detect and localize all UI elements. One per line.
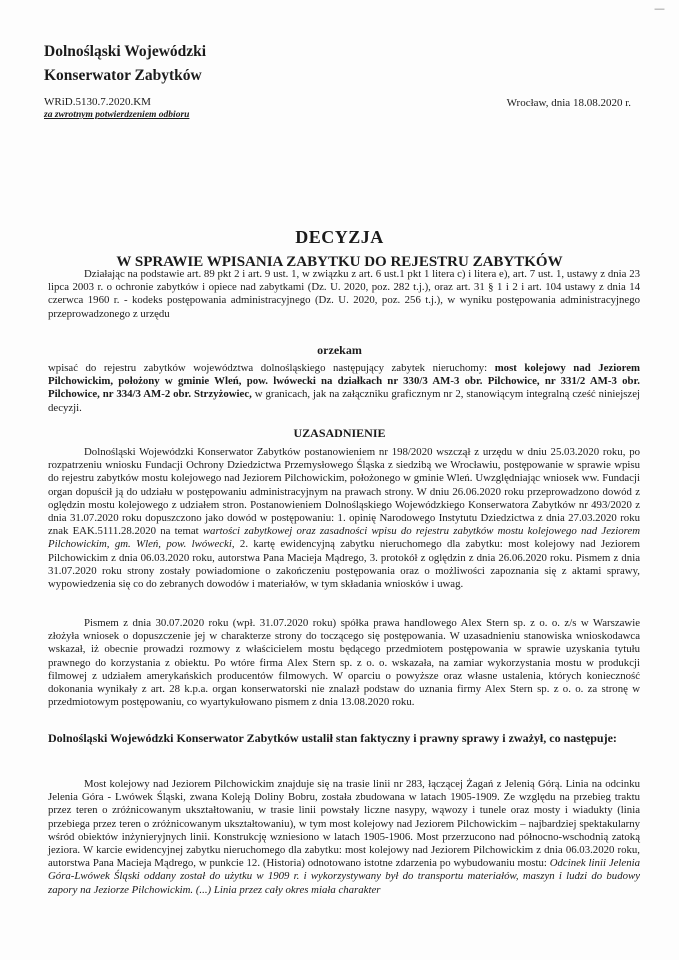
findings-p1-italic: Odcinek linii Jelenia Góra-Lwówek Śląski oddany został do użytku w 1909 r. i wykorzystywany był do transportu materiałów, maszyn i ludzi do budowy zapory na Jeziorze Pilchowickim. (...) Linia przez cały okres miała charakter: [48, 857, 640, 896]
issuer-line-1: Dolnośląski Wojewódzki: [44, 43, 207, 60]
legal-basis-paragraph: Działając na podstawie art. 89 pkt 2 i art. 9 ust. 1, w związku z art. 6 ust.1 pkt 1 litera c) i litera e), art. 7 ust. 1, ustawy z dnia 23 lipca 2003 r. o ochronie zabytków i opiece nad zabytkami (Dz. U. 2020, poz. 282 t.j.), oraz art. 31 § 1 i 2 i art. 104 ustawy z dnia 14 czerwca 1960 r. - kodeks postępowania administracyjnego (Dz. U. 2020, poz. 256 t.j.), w wyniku postępowania administracyjnego przeprowadzonego z urzędu: [48, 268, 640, 320]
orzekam-heading: orzekam: [317, 343, 362, 357]
issuer-block: [44, 40, 206, 88]
ruling-tail: w granicach, jak na załączniku graficznym nr 2, stanowiącym integralną cześć niniejszej decyzji.: [48, 388, 640, 414]
document-title: DECYZJA: [295, 227, 384, 247]
findings-heading: Dolnośląski Wojewódzki Konserwator Zabytków ustalił stan faktyczny i prawny sprawy i zważył, co następuje:: [48, 731, 617, 745]
uzasadnienie-heading: UZASADNIENIE: [293, 426, 386, 440]
findings-p1-text: Most kolejowy nad Jeziorem Pilchowickim znajduje się na trasie linii nr 283, łączącej Żagań z Jelenią Górą. Linia na odcinku Jelenia Góra - Lwówek Śląski, zwana Koleją Doliny Bobru, została zbudowana w latach 1905-1909. Ze względu na przebieg traktu przez teren o zróżnicowanym ukształtowaniu, w trasie linii powstały liczne nasypy, wąwozy i tunele oraz mosty i wiadukty (linia przebiega przez teren o zróżnicowanym ukształtowaniu), w tym most kolejowy nad Jeziorem Pilchowickim – najbardziej spektakularny wśród obiektów inżynieryjnych linii. Konstrukcję wzniesiono w latach 1905-1906. Most przerzucono nad północno-wschodnią zatoką jeziora. W karcie ewidencyjnej zabytku nieruchomego dla zabytku: most kolejowy nad Jeziorem Pilchowickim z dnia 06.03.2020 roku, autorstwa Pana Macieja Mądrego, w punkcie 12. (Historia) odnotowano istotne zdarzenia po wybudowaniu mostu:: [48, 778, 640, 870]
ruling-object: most kolejowy nad Jeziorem Pilchowickim, położony w gminie Wleń, pow. lwówecki na działkach nr 330/3 AM-3 obr. Pilchowice, nr 331/2 AM-3 obr. Pilchowice, nr 334/3 AM-2 obr. Strzyżowiec,: [48, 362, 641, 401]
justification-paragraph-2: Pismem z dnia 30.07.2020 roku (wpł. 31.07.2020 roku) spółka prawa handlowego Alex Stern sp. z o. o. z/s w Warszawie złożyła wniosek o dopuszczenie jej w charakterze strony do toczącego się postępowania. W uzasadnieniu stanowiska wnioskodawca wskazał, iż obecnie prowadzi rozmowy z właścicielem mostu będącego przedmiotem postępowania w sprawie uzyskania tytułu prawnego do korzystania z obiektu. Po wtóre firma Alex Stern sp. z o. o. wskazała, na zamiar wykorzystania mostu w produkcji filmowej z udziałem amerykańskich producentów filmowych. W oparciu o powyższe oraz własne ustalenia, których konieczność dokonania wynikały z art. 28 k.p.a. organ konserwatorski nie znalazł podstaw do uznania firmy Alex Stern sp. z o. o. za stronę w przedmiotowym postępowaniu, co wyartykułowano pismem z dnia 13.08.2020 roku.: [48, 617, 640, 709]
justification-p1-italic: wartości zabytkowej oraz zasadności wpisu do rejestru zabytków mostu kolejowego nad Jeziorem Pilchowickim, gm. Wleń, pow. lwówecki: [48, 525, 640, 551]
ruling-lead: wpisać do rejestru zabytków województwa dolnośląskiego następujący zabytek nieruchomy:: [48, 362, 495, 374]
return-receipt-note: za zwrotnym potwierdzeniem odbioru: [44, 110, 190, 120]
case-signature: WRiD.5130.7.2020.KM: [44, 96, 151, 108]
ruling-paragraph: [48, 362, 640, 415]
scan-corner-mark: —: [654, 2, 665, 15]
document-subtitle: W SPRAWIE WPISANIA ZABYTKU DO REJESTRU ZABYTKÓW: [116, 254, 563, 270]
place-and-date: Wrocław, dnia 18.08.2020 r.: [506, 97, 631, 109]
findings-paragraph-1: [48, 778, 640, 897]
justification-p1-text-b: , 2. kartę ewidencyjną zabytku nieruchomego dla zabytku: most kolejowy nad Jeziorem Pilchowickim z dnia 06.03.2020 roku, autorstwa Pana Macieja Mądrego, 3. protokół z oględzin z dnia 26.06.2020 roku. Pismem z dnia 31.07.2020 roku strony zostały powiadomione o zakończeniu postępowania oraz o możliwości zapoznania się z aktami sprawy, wypowiedzenia się co do zebranych dowodów i materiałów, w tym składania wniosków i uwag.: [48, 538, 640, 591]
justification-paragraph-1: [48, 446, 640, 591]
justification-p1-text-a: Dolnośląski Wojewódzki Konserwator Zabytków postanowieniem nr 198/2020 wszczął z urzędu w dniu 25.03.2020 roku, po rozpatrzeniu wniosku Fundacji Ochrony Dziedzictwa Przemysłowego Śląska z siedzibą we Wrocławiu, postępowanie w sprawie wpisu do rejestru zabytków mostu kolejowego nad Jeziorem Pilchowickim, położonego w gminie Wleń. Uwzględniając wniosek ww. Fundacji organ dopuścił ją do udziału w postępowaniu administracyjnym na prawach strony. W dniu 26.06.2020 roku przeprowadzono dowód z oględzin mostu kolejowego z udziałem stron. Postanowieniem Dolnośląskiego Wojewódzkiego Konserwatora Zabytków nr 493/2020 z dnia 31.07.2020 roku dopuszczono jako dowód w postępowaniu: 1. opinię Narodowego Instytutu Dziedzictwa z dnia 27.03.2020 roku znak EAK.5111.28.2020 na temat: [48, 446, 640, 538]
issuer-line-2: Konserwator Zabytków: [44, 67, 202, 84]
